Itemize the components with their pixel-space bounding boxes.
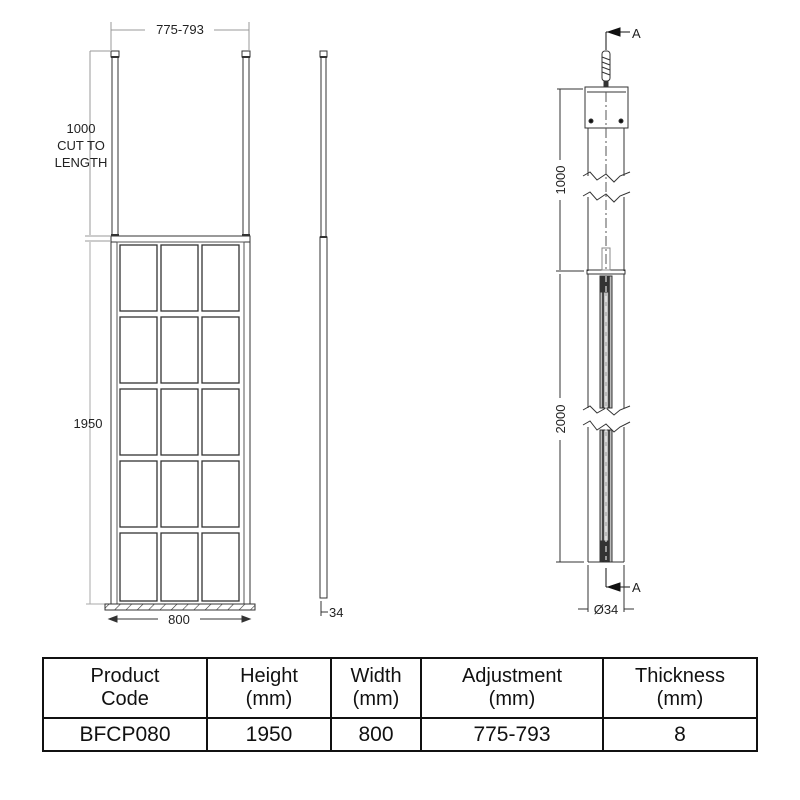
- spec-table: [42, 657, 758, 752]
- glazing-grid: [120, 245, 239, 601]
- lower-length-label: 2000: [553, 404, 568, 434]
- panel-width-label: 800: [168, 612, 190, 627]
- panel-height-label: 1950: [73, 416, 103, 431]
- section-label-bottom: A: [632, 580, 641, 595]
- header-adjustment: Adjustment (mm): [421, 658, 603, 718]
- floor-hatch: [105, 604, 255, 610]
- rail-height-label-3: LENGTH: [54, 155, 108, 170]
- upper-length-label: 1000: [553, 165, 568, 195]
- section-label-top: A: [632, 26, 641, 41]
- spec-table-header-row: [43, 658, 757, 718]
- header-height: Height (mm): [207, 658, 331, 718]
- side-depth-label: 34: [329, 605, 344, 620]
- section-marker-top: [606, 28, 630, 50]
- rail-height-label-2: CUT TO: [57, 138, 105, 153]
- cell-thickness: 8: [603, 718, 757, 751]
- cell-width: 800: [331, 718, 421, 751]
- front-view: [55, 22, 255, 627]
- side-view: [320, 51, 343, 620]
- table-row: [43, 718, 757, 751]
- anchor-screw: [602, 51, 610, 87]
- section-view: [553, 26, 641, 617]
- top-width-label: 775-793: [156, 22, 204, 37]
- diameter-label: Ø34: [593, 602, 619, 617]
- cell-product-code: BFCP080: [43, 718, 207, 751]
- cell-adjustment: 775-793: [421, 718, 603, 751]
- panel-frame: [111, 236, 250, 604]
- header-thickness: Thickness (mm): [603, 658, 757, 718]
- ceiling-rods: [111, 51, 250, 235]
- header-width: Width (mm): [331, 658, 421, 718]
- rail-height-label-1: 1000: [66, 121, 96, 136]
- cell-height: 1950: [207, 718, 331, 751]
- section-dimensions: [556, 89, 584, 562]
- section-marker-bottom: [606, 568, 630, 591]
- header-product-code: Product Code: [43, 658, 207, 718]
